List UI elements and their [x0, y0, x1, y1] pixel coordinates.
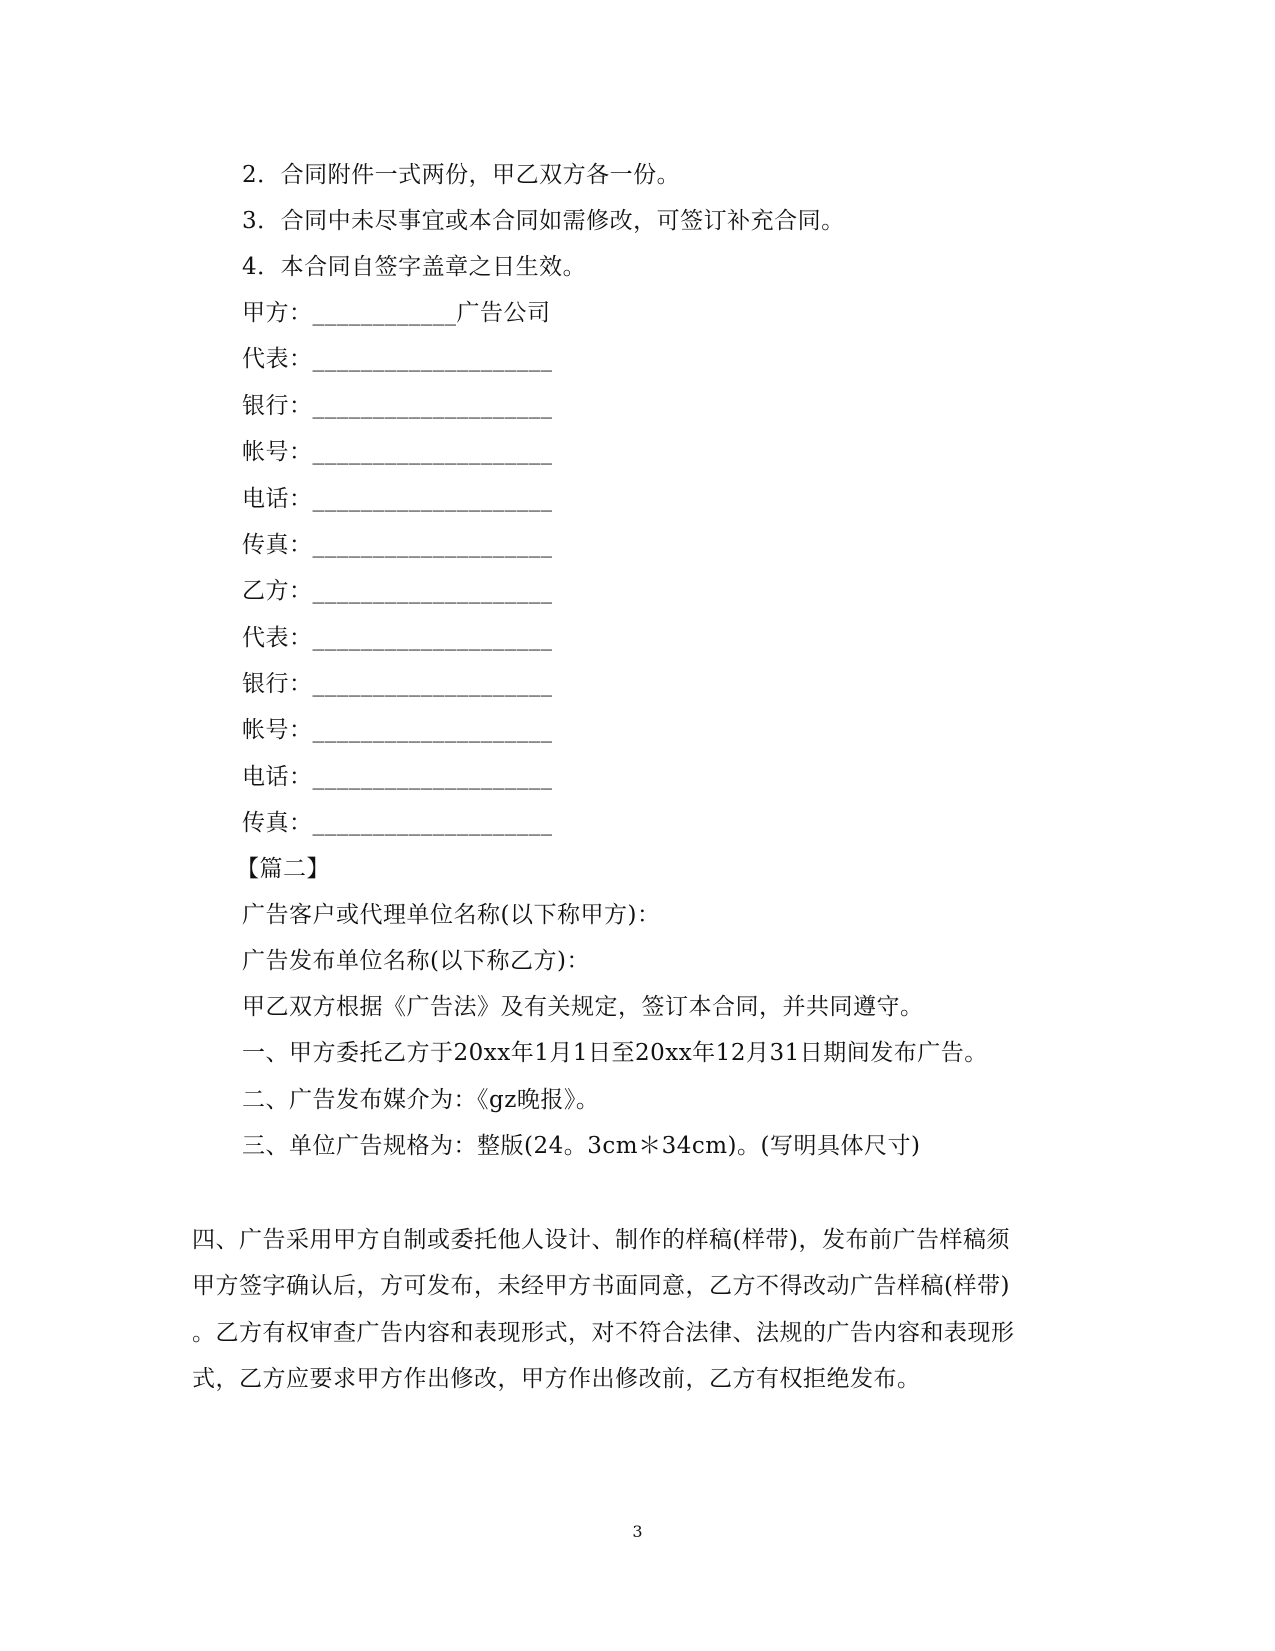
page-number: 3: [632, 1522, 643, 1541]
party-b-account: 帐号：____________________: [242, 717, 553, 743]
party-a-phone: 电话：____________________: [242, 486, 553, 512]
clause-one: 一、甲方委托乙方于20xx年1月1日至20xx年12月31日期间发布广告。: [242, 1040, 988, 1066]
clause-four-line-3: 。乙方有权审查广告内容和表现形式，对不符合法律、法规的广告内容和表现形: [192, 1320, 1015, 1346]
party-a-name: 甲方：____________广告公司: [242, 300, 551, 326]
contract-item-4: 4．本合同自签字盖章之日生效。: [242, 254, 587, 280]
party-a-fax: 传真：____________________: [242, 532, 553, 558]
party-b-phone: 电话：____________________: [242, 764, 553, 790]
clause-four-line-1: 四、广告采用甲方自制或委托他人设计、制作的样稿(样带)，发布前广告样稿须: [192, 1227, 1010, 1253]
clause-two: 二、广告发布媒介为：《gz晚报》。: [242, 1087, 600, 1113]
party-b-representative: 代表：____________________: [242, 625, 553, 651]
clause-four-line-2: 甲方签字确认后，方可发布，未经甲方书面同意，乙方不得改动广告样稿(样带): [192, 1273, 1010, 1299]
party-a-representative: 代表：____________________: [242, 346, 553, 372]
party-a-bank: 银行：____________________: [242, 393, 553, 419]
party-a-definition: 广告客户或代理单位名称(以下称甲方)：: [242, 902, 661, 928]
contract-item-2: 2．合同附件一式两份，甲乙双方各一份。: [242, 162, 681, 188]
party-b-bank: 银行：____________________: [242, 671, 553, 697]
party-b-fax: 传真：____________________: [242, 810, 553, 836]
contract-item-3: 3．合同中未尽事宜或本合同如需修改，可签订补充合同。: [242, 208, 845, 234]
clause-three: 三、单位广告规格为：整版(24。3cm＊34cm)。(写明具体尺寸): [242, 1133, 921, 1159]
party-b-definition: 广告发布单位名称(以下称乙方)：: [242, 948, 590, 974]
party-b-name: 乙方：____________________: [242, 578, 553, 604]
party-a-account: 帐号：____________________: [242, 439, 553, 465]
clause-four-line-4: 式，乙方应要求甲方作出修改，甲方作出修改前，乙方有权拒绝发布。: [192, 1366, 921, 1392]
section-heading: 【篇二】: [236, 856, 330, 882]
agreement-basis: 甲乙双方根据《广告法》及有关规定，签订本合同，并共同遵守。: [242, 994, 924, 1020]
